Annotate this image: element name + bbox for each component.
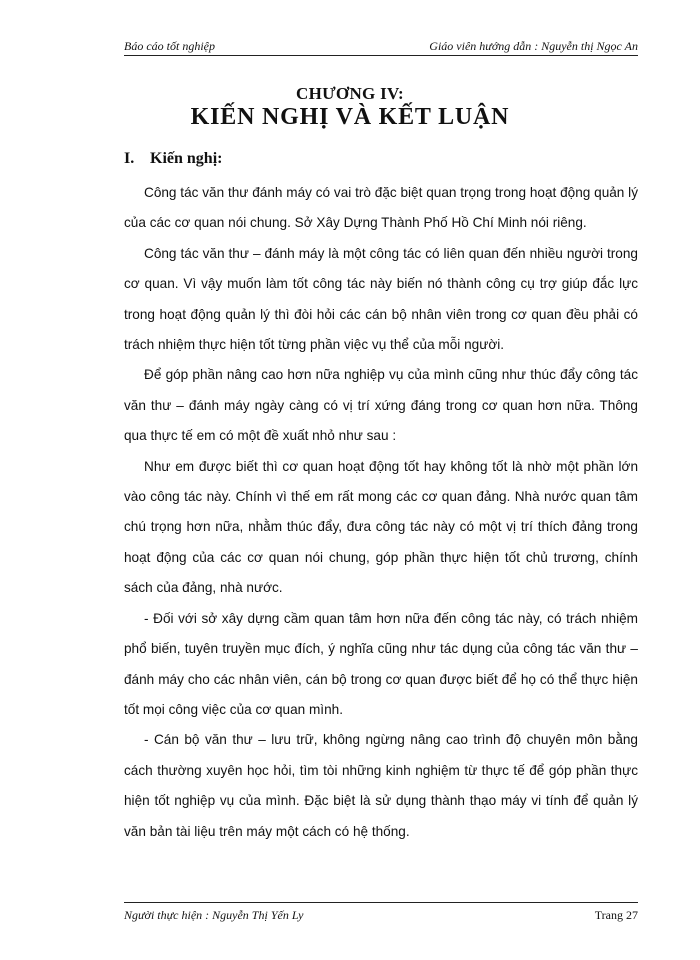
section-heading xyxy=(124,150,222,168)
header-report-title: Báo cáo tốt nghiệp xyxy=(124,39,215,53)
header-advisor: Giáo viên hướng dẫn : Nguyễn thị Ngọc An xyxy=(429,39,638,53)
page-number: Trang 27 xyxy=(594,908,638,922)
paragraph: Như em được biết thì cơ quan hoạt động tốt hay không tốt là nhờ một phần lớn vào công tác này. Chính vì thế em rất mong các cơ quan đảng. Nhà nước quan tâm chú trọng hơn nữa, nhằm thúc đẩy, đưa công tác này có một vị trí thích đảng trong hoạt động của các cơ quan nói chung, góp phần thực hiện tốt chủ trương, chính sách của đảng, nhà nước. xyxy=(124,458,638,596)
paragraph: Công tác văn thư đánh máy có vai trò đặc biệt quan trọng trong hoạt động quản lý của các cơ quan nói chung. Sở Xây Dựng Thành Phố Hồ Chí Minh nói riêng. xyxy=(124,185,638,231)
body-text xyxy=(124,178,638,847)
section-number: I. xyxy=(124,150,135,167)
footer-author: Người thực hiện : Nguyễn Thị Yến Ly xyxy=(124,908,304,922)
section-title: Kiến nghị: xyxy=(150,150,223,167)
page-header xyxy=(124,37,638,56)
paragraph: Công tác văn thư – đánh máy là một công tác có liên quan đến nhiều người trong cơ quan. Vì vậy muốn làm tốt công tác này biến nó thành công cụ trợ giúp đắc lực trong hoạt động quản lý thì đòi hỏi các cán bộ nhân viên trong cơ quan đều phải có trách nhiệm thực hiện tốt từng phần việc vụ thể của mỗi người. xyxy=(124,245,638,353)
page-footer xyxy=(124,902,638,927)
paragraph: - Đối với sở xây dựng cầm quan tâm hơn nữa đến công tác này, có trách nhiệm phổ biến, tuyên truyền mục đích, ý nghĩa cũng như tác dụng của công tác văn thư – đánh máy cho các nhân viên, cán bộ trong cơ quan được biết để họ có thể thực hiện tốt mọi công việc của cơ quan mình. xyxy=(124,610,638,717)
chapter-number: CHƯƠNG IV: xyxy=(296,84,404,103)
paragraph: Để góp phần nâng cao hơn nữa nghiệp vụ của mình cũng như thúc đẩy công tác văn thư – đánh máy ngày càng có vị trí xứng đáng trong cơ quan hơn nữa. Thông qua thực tế em có một đề xuất nhỏ như sau : xyxy=(124,367,638,444)
chapter-title: KIẾN NGHỊ VÀ KẾT LUẬN xyxy=(190,104,510,130)
paragraph: - Cán bộ văn thư – lưu trữ, không ngừng nâng cao trình độ chuyên môn bằng cách thường xuyên học hỏi, tìm tòi những kinh nghiệm từ thực tế để góp phần thực hiện tốt nghiệp vụ của mình. Đặc biệt là sử dụng thành thạo máy vi tính để quản lý văn bản tài liệu trên máy một cách có hệ thống. xyxy=(124,732,638,839)
